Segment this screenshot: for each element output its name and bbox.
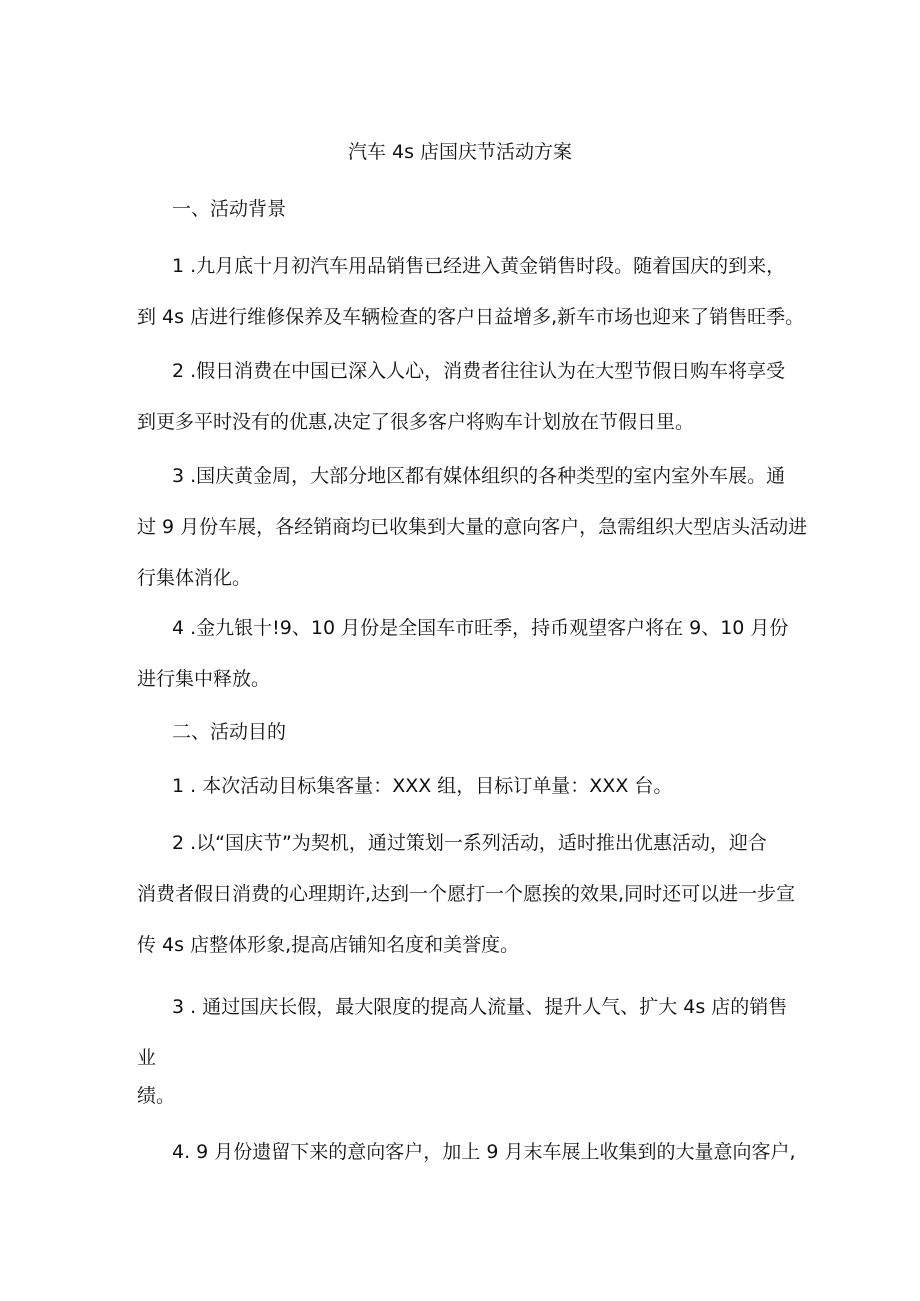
paragraph-line: 2 .以“国庆节”为契机，通过策划一系列活动，适时推出优惠活动，迎合 — [172, 832, 767, 854]
paragraph-line: 过 9 月份车展，各经销商均已收集到大量的意向客户，急需组织大型店头活动进 — [137, 516, 808, 538]
paragraph-line: 到更多平时没有的优惠,决定了很多客户将购车计划放在节假日里。 — [137, 411, 695, 433]
purpose-item-2 — [137, 829, 796, 982]
paragraph-line: 到 4s 店进行维修保养及车辆检查的客户日益增多,新车市场也迎来了销售旺季。 — [137, 306, 805, 328]
paragraph-line: 2 .假日消费在中国已深入人心，消费者往往认为在大型节假日购车将享受 — [172, 360, 786, 382]
purpose-item-4 — [137, 1138, 796, 1189]
paragraph-line: 进行集中释放。 — [137, 668, 271, 690]
purpose-item-1 — [137, 772, 787, 823]
section-heading-purpose: 二、活动目的 — [172, 721, 287, 743]
section-heading-background: 一、活动背景 — [172, 198, 287, 220]
paragraph-line: 传 4s 店整体形象,提高店铺知名度和美誉度。 — [137, 934, 520, 956]
paragraph-line: 3 .国庆黄金周，大部分地区都有媒体组织的各种类型的室内室外车展。通 — [172, 465, 786, 487]
background-item-3 — [137, 462, 808, 615]
paragraph-line: 消费者假日消费的心理期许,达到一个愿打一个愿挨的效果,同时还可以进一步宣 — [137, 883, 796, 905]
background-item-1 — [137, 252, 805, 354]
purpose-item-3-continued — [137, 1082, 787, 1133]
background-item-4 — [137, 614, 787, 716]
paragraph-line: 4. 9 月份遗留下来的意向客户，加上 9 月末车展上收集到的大量意向客户, — [172, 1141, 796, 1163]
paragraph-line: 1 . 本次活动目标集客量：XXX 组，目标订单量：XXX 台。 — [172, 775, 673, 797]
paragraph-line: 1 .九月底十月初汽车用品销售已经进入黄金销售时段。随着国庆的到来， — [172, 255, 786, 277]
paragraph-line: 4 .金九银十!9、10 月份是全国车市旺季，持币观望客户将在 9、10 月份 — [172, 617, 789, 639]
background-item-2 — [137, 357, 787, 459]
paragraph-line: 3 . 通过国庆长假，最大限度的提高人流量、提升人气、扩大 4s 店的销售 — [172, 996, 788, 1018]
paragraph-line: 绩。 — [137, 1085, 176, 1107]
paragraph-line: 行集体消化。 — [137, 567, 252, 589]
paragraph-line: 业 — [137, 1047, 157, 1069]
document-title: 汽车 4s 店国庆节活动方案 — [347, 141, 573, 163]
purpose-item-3 — [137, 993, 787, 1095]
